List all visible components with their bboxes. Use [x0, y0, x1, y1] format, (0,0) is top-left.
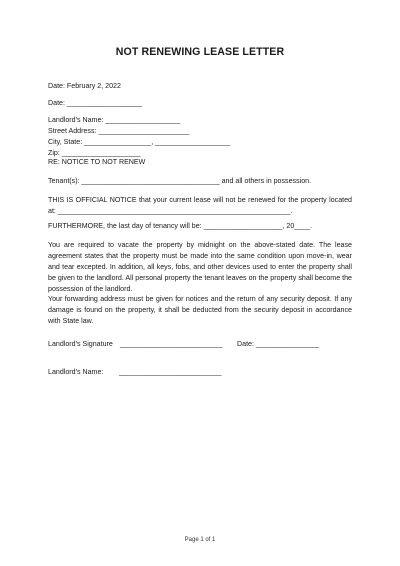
landlord-address-block — [48, 115, 352, 159]
vacate-paragraph: You are required to vacate the property by midnight on the above-stated date. The lease agreement states that the property must be made into the same condition upon move-in, wear and tear excepted. In addition, all keys, fobs, and other devices used to enter the property shall be given to the landlord. All personal property the tenant leaves on the property shall become the possession of the landlord. — [48, 241, 352, 293]
re-line: RE: NOTICE TO NOT RENEW — [48, 158, 146, 166]
zip-line: Zip: ____________________ — [48, 149, 141, 157]
date-blank-line: Date: ___________________ — [48, 99, 142, 107]
page-footer: Page 1 of 1 — [184, 537, 216, 543]
landlord-name-line: Landlord's Name: ___________________ — [48, 116, 181, 124]
signature-blank: __________________________ — [120, 340, 223, 348]
official-notice-paragraph: THIS IS OFFICIAL NOTICE that your current lease will not be renewed for the property located at: ___________________________________________________________. — [48, 196, 352, 215]
forwarding-paragraph: Your forwarding address must be given for notices and the return of any security deposit. If any damage is found on the property, it shall be deducted from the security deposit in accordance with State law. — [48, 295, 352, 325]
furthermore-line: FURTHERMORE, the last day of tenancy will be: ____________________, 20____. — [48, 222, 313, 230]
name-row — [48, 367, 352, 378]
city-state-line: City, State: _________________, ___________________ — [48, 138, 231, 146]
signature-label: Landlord's Signature — [48, 340, 113, 348]
date-line: Date: February 2, 2022 — [48, 82, 121, 90]
landlord-name-blank: __________________________ — [119, 368, 222, 376]
document-title: NOT RENEWING LEASE LETTER — [115, 46, 285, 58]
signature-date-label: Date: ________________ — [237, 340, 320, 348]
signature-row — [48, 339, 352, 350]
street-address-line: Street Address: _______________________ — [48, 127, 190, 135]
date-block — [48, 81, 352, 109]
landlord-name-label: Landlord's Name: — [48, 368, 104, 376]
tenants-line: Tenant(s): ___________________________________ and all others in possession. — [48, 177, 312, 185]
